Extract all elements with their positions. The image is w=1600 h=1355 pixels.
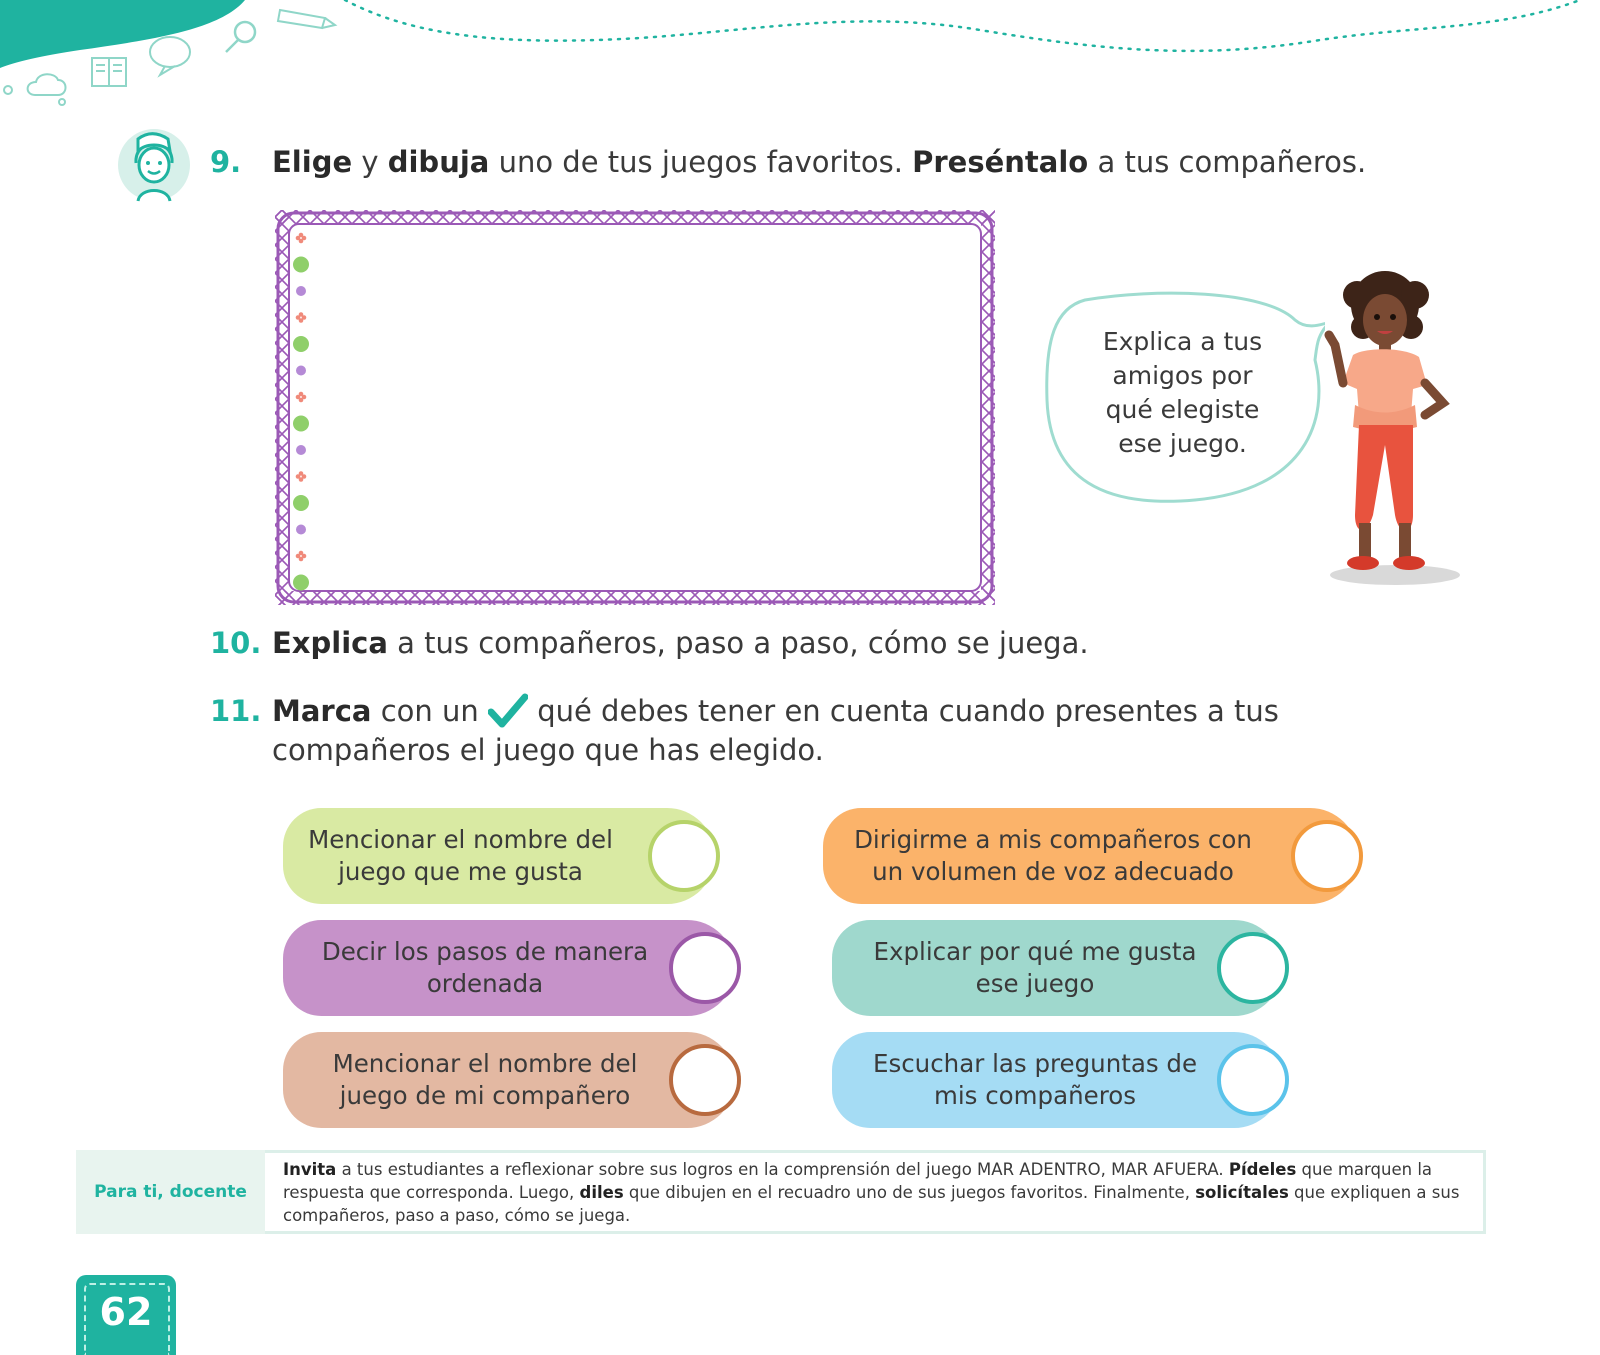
- student-avatar-icon: [116, 125, 194, 205]
- option-checkbox[interactable]: [648, 820, 720, 892]
- option-label-line-2: ordenada: [426, 969, 544, 998]
- thought-cloud-icon: [4, 74, 66, 105]
- option-checkbox[interactable]: [1217, 932, 1289, 1004]
- option-label-line-1: Mencionar el nombre del: [308, 825, 613, 854]
- option-voice-volume: [823, 808, 1358, 904]
- book-icon: [92, 58, 126, 86]
- question-10-text: Explica a tus compañeros, paso a paso, cómo se juega.: [272, 626, 1089, 660]
- purple-bead: [296, 286, 306, 296]
- option-label: [832, 920, 1238, 1016]
- option-label-line-1: Escuchar las preguntas de: [872, 1049, 1198, 1078]
- option-listen-questions: [832, 1032, 1282, 1128]
- speech-bubble-text: Explica a tus amigos por qué elegiste ese juego.: [1102, 327, 1263, 458]
- checkmark-icon: [488, 693, 528, 729]
- option-label: [823, 808, 1283, 904]
- option-why-i-like: [832, 920, 1282, 1016]
- teacher-note-label: Para ti, docente: [94, 1182, 247, 1202]
- question-9-text: Elige y dibuja uno de tus juegos favoritos. Preséntalo a tus compañeros.: [272, 145, 1367, 179]
- option-label-line-1: Explicar por qué me gusta: [873, 937, 1197, 966]
- option-label-line-2: mis compañeros: [933, 1081, 1136, 1110]
- girl-illustration: [1315, 265, 1475, 595]
- option-label-line-2: ese juego: [975, 969, 1095, 998]
- option-checkbox[interactable]: [669, 932, 741, 1004]
- option-label-line-2: un volumen de voz adecuado: [872, 857, 1234, 886]
- question-11-text: Marca con un qué debes tener en cuenta cuando presentes a tus compañeros el juego que has elegido.: [272, 694, 1279, 767]
- drawing-area[interactable]: [275, 210, 995, 605]
- option-checkbox[interactable]: [669, 1044, 741, 1116]
- option-label: [283, 1032, 687, 1128]
- option-ordered-steps: [283, 920, 735, 1016]
- option-name-partner-game: [283, 1032, 735, 1128]
- option-checkbox[interactable]: [1291, 820, 1363, 892]
- option-name-my-game: [283, 808, 715, 904]
- option-label-line-2: juego de mi compañero: [339, 1081, 631, 1110]
- teacher-note-text: Invita a tus estudiantes a reflexionar sobre sus logros en la comprensión del juego MAR ADENTRO, MAR AFUERA. Pídeles que marquen la respuesta que corresponda. Luego, diles que dibujen en el recuadro uno de sus juegos favoritos. Finalmente, solicítales que expliquen a sus compañeros, paso a paso, cómo se juega.: [283, 1160, 1460, 1225]
- question-11-number: 11.: [210, 694, 262, 728]
- magnifier-icon: [226, 22, 255, 52]
- page-number: 62: [99, 1290, 153, 1334]
- green-bead: [293, 257, 309, 273]
- purple-bead: [296, 445, 306, 455]
- question-10-number: 10.: [210, 626, 262, 660]
- green-bead: [293, 416, 309, 432]
- option-label-line-1: Mencionar el nombre del: [332, 1049, 638, 1078]
- option-label-line-2: juego que me gusta: [338, 857, 583, 886]
- green-bead: [293, 336, 309, 352]
- dotted-path: [345, 0, 1580, 51]
- purple-bead: [296, 525, 306, 535]
- speech-bubble-icon: [150, 37, 190, 75]
- option-label-line-1: Dirigirme a mis compañeros con: [854, 825, 1252, 854]
- option-checkbox[interactable]: [1217, 1044, 1289, 1116]
- option-label: [283, 808, 638, 904]
- top-decoration: [0, 0, 1600, 130]
- option-label: [832, 1032, 1238, 1128]
- option-label-line-1: Decir los pasos de manera: [321, 937, 649, 966]
- purple-bead: [296, 366, 306, 376]
- green-bead: [293, 495, 309, 511]
- green-bead: [293, 575, 309, 591]
- pencil-icon: [278, 10, 335, 28]
- question-9-number: 9.: [210, 145, 242, 179]
- option-label: [283, 920, 687, 1016]
